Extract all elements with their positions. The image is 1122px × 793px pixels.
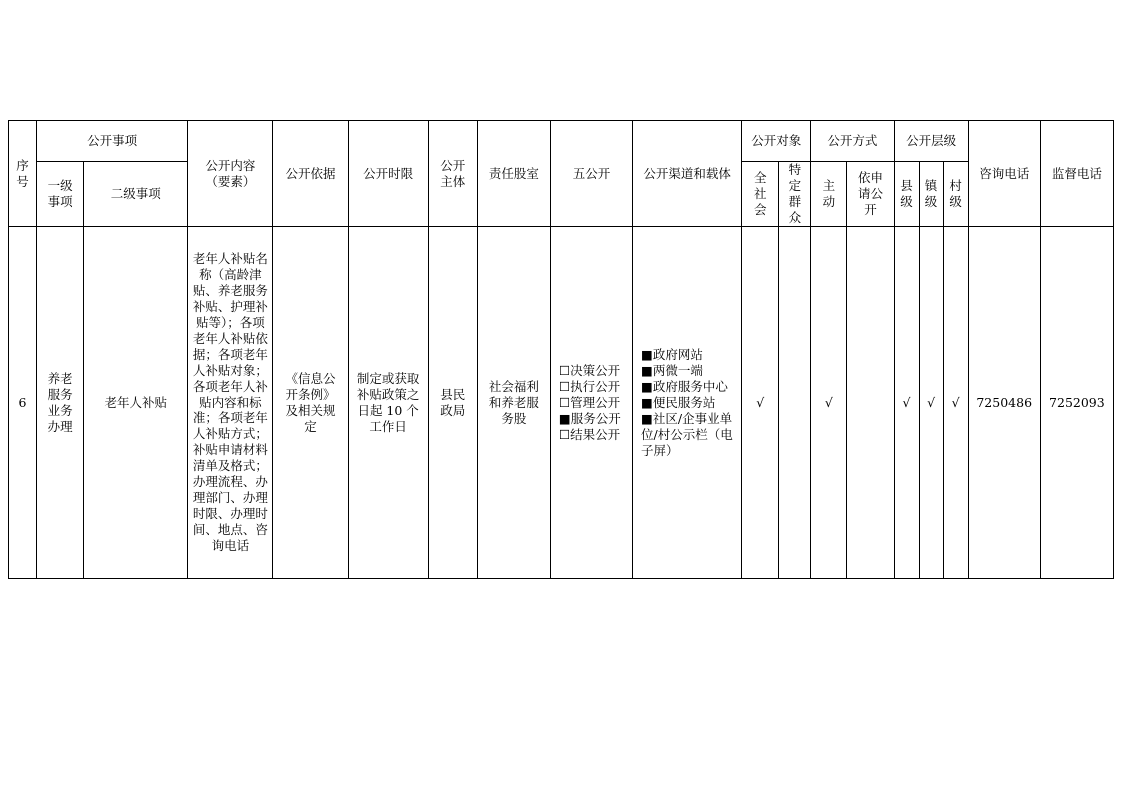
channel-item: ■社区/企事业单位/村公示栏（电子屏） <box>641 410 733 458</box>
cell-time-limit: 制定或获取补贴政策之日起 10 个工作日 <box>348 227 428 579</box>
header-target: 公开对象 <box>742 121 811 162</box>
five-item: ☐管理公开 <box>558 394 621 410</box>
cell-target-group <box>779 227 811 579</box>
cell-method-active: √ <box>811 227 847 579</box>
header-subject: 公开主体 <box>428 121 477 227</box>
header-channel: 公开渠道和载体 <box>633 121 742 227</box>
header-method-active: 主动 <box>811 162 847 227</box>
header-supervise-phone: 监督电话 <box>1040 121 1113 227</box>
channel-item: ■政府服务中心 <box>641 378 728 394</box>
five-list <box>559 363 630 443</box>
header-time-limit: 公开时限 <box>348 121 428 227</box>
header-row-top <box>9 121 1114 162</box>
table-row <box>9 227 1114 579</box>
cell-five <box>550 227 632 579</box>
header-dept: 责任股室 <box>477 121 550 227</box>
header-target-group: 特定群众 <box>779 162 811 227</box>
cell-level-village: √ <box>943 227 968 579</box>
header-consult-phone: 咨询电话 <box>968 121 1040 227</box>
cell-method-apply <box>847 227 894 579</box>
cell-target-all: √ <box>742 227 779 579</box>
header-level-village: 村级 <box>943 162 968 227</box>
cell-dept: 社会福利和养老服务股 <box>477 227 550 579</box>
cell-supervise-phone: 7252093 <box>1040 227 1113 579</box>
cell-consult-phone: 7250486 <box>968 227 1040 579</box>
cell-channels <box>633 227 742 579</box>
header-level1: 一级事项 <box>37 162 84 227</box>
five-item: ☐结果公开 <box>558 426 621 442</box>
cell-basis: 《信息公开条例》及相关规定 <box>273 227 348 579</box>
header-basis: 公开依据 <box>273 121 348 227</box>
header-matter: 公开事项 <box>37 121 188 162</box>
cell-level-town: √ <box>919 227 943 579</box>
channel-item: ■政府网站 <box>641 346 703 362</box>
header-target-all: 全社会 <box>742 162 779 227</box>
header-method: 公开方式 <box>811 121 894 162</box>
header-level: 公开层级 <box>894 121 968 162</box>
header-content: 公开内容（要素） <box>188 121 273 227</box>
header-method-apply: 依申请公开 <box>847 162 894 227</box>
five-item: ☐决策公开 <box>558 362 621 378</box>
channel-item: ■便民服务站 <box>641 394 716 410</box>
cell-level2: 老年人补贴 <box>84 227 188 579</box>
header-level2: 二级事项 <box>84 162 188 227</box>
cell-subject: 县民政局 <box>428 227 477 579</box>
cell-level-county: √ <box>894 227 919 579</box>
header-seq: 序号 <box>9 121 37 227</box>
cell-content: 老年人补贴名称（高龄津贴、养老服务补贴、护理补贴等）；各项老年人补贴依据；各项老年人补贴对象；各项老年人补贴内容和标准；各项老年人补贴方式；补贴申请材料清单及格式；办理流程、办理部门、办理时限、办理时间、地点、咨询电话 <box>188 227 273 579</box>
header-level-county: 县级 <box>894 162 919 227</box>
cell-level1: 养老服务业务办理 <box>37 227 84 579</box>
disclosure-table <box>8 120 1114 579</box>
five-item: ☐执行公开 <box>558 378 621 394</box>
header-level-town: 镇级 <box>919 162 943 227</box>
channel-item: ■两微一端 <box>641 362 703 378</box>
five-item: ■服务公开 <box>558 410 621 426</box>
header-five: 五公开 <box>550 121 632 227</box>
cell-seq: 6 <box>9 227 37 579</box>
